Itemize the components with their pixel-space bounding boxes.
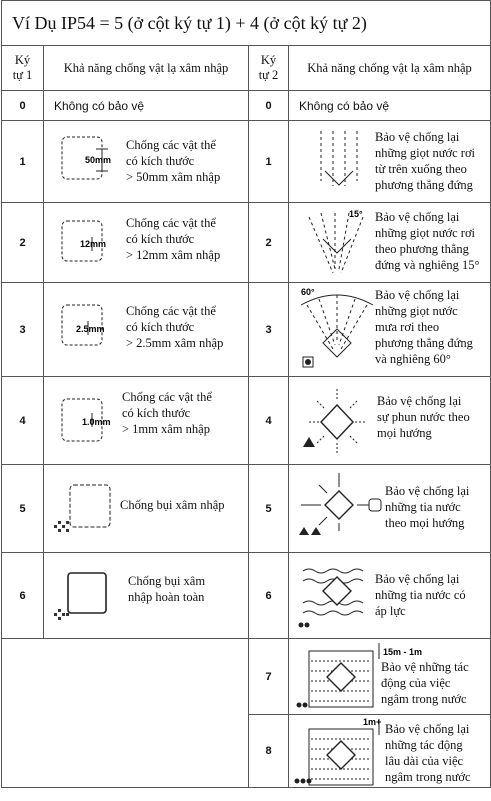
- digit1-3: 3: [2, 283, 44, 377]
- desc2-1: Bảo vệ chống lại những giọt nước rơi từ trên xuống theo phương thẳng đứng: [375, 130, 476, 192]
- desc2-6: Bảo vệ chống lại những tia nước có áp lực: [375, 572, 466, 618]
- cell2-1: [289, 121, 491, 203]
- cell1-4: [44, 377, 249, 465]
- digit2-2: 2: [249, 203, 289, 283]
- cell2-3: [289, 283, 491, 377]
- svg-text:12mm: 12mm: [80, 239, 107, 249]
- empty-cell: [2, 639, 249, 788]
- cell1-1: [44, 121, 249, 203]
- svg-text:60°: 60°: [301, 287, 315, 297]
- cell2-8: [289, 715, 491, 788]
- desc2-4: Bảo vệ chống lại sự phun nước theo mọi hướng: [377, 394, 470, 440]
- digit1-1: 1: [2, 121, 44, 203]
- svg-text:1m+: 1m+: [363, 717, 382, 727]
- digit2-1: 1: [249, 121, 289, 203]
- digit1-5: 5: [2, 465, 44, 553]
- cell1-3: [44, 283, 249, 377]
- desc1-1: Chống các vật thể có kích thước > 50mm xâm nhập: [126, 138, 221, 184]
- desc2-3: Bảo vệ chống lại những giọt nước mưa rơi theo phương thẳng đứng và nghiêng 60°: [375, 288, 473, 366]
- digit2-4: 4: [249, 377, 289, 465]
- desc1-0: Không có bảo vệ: [44, 91, 249, 121]
- desc1-4: Chống các vật thể có kích thước > 1mm xâm nhập: [122, 390, 212, 436]
- header-protection2: Khả năng chống vật lạ xâm nhập: [289, 46, 491, 91]
- desc1-5: Chống bụi xâm nhập: [120, 498, 225, 512]
- svg-text:50mm: 50mm: [85, 155, 112, 165]
- digit1-2: 2: [2, 203, 44, 283]
- digit1-0: 0: [2, 91, 44, 121]
- cell2-7: [289, 639, 491, 715]
- digit2-5: 5: [249, 465, 289, 553]
- svg-text:2.5mm: 2.5mm: [76, 324, 105, 334]
- digit1-6: 6: [2, 553, 44, 639]
- cell1-2: [44, 203, 249, 283]
- digit2-0: 0: [249, 91, 289, 121]
- svg-text:1.0mm: 1.0mm: [82, 417, 111, 427]
- svg-text:15°: 15°: [349, 209, 363, 219]
- cell2-4: [289, 377, 491, 465]
- desc2-8: Bảo vệ chống lại những tác động lâu dài của việc ngâm trong nước: [385, 722, 471, 784]
- svg-text:15m - 1m: 15m - 1m: [383, 647, 423, 657]
- cell1-6: [44, 553, 249, 639]
- header-char1: Ký tự 1: [2, 46, 44, 91]
- desc1-2: Chống các vật thể có kích thước > 12mm xâm nhập: [126, 216, 221, 262]
- desc2-7: Bảo vệ những tác động của việc ngâm trong nước: [381, 660, 469, 706]
- digit2-6: 6: [249, 553, 289, 639]
- digit2-8: 8: [249, 715, 289, 788]
- digit2-7: 7: [249, 639, 289, 715]
- ip-table: [1, 0, 491, 788]
- cell2-2: [289, 203, 491, 283]
- table-title: Ví Dụ IP54 = 5 (ở cột ký tự 1) + 4 (ở cột ký tự 2): [2, 1, 491, 46]
- desc1-3: Chống các vật thể có kích thước > 2.5mm xâm nhập: [126, 304, 224, 350]
- cell2-6: [289, 553, 491, 639]
- desc2-5: Bảo vệ chống lại những tia nước theo mọi hướng: [385, 484, 470, 530]
- header-char2: Ký tự 2: [249, 46, 289, 91]
- header-protection1: Khả năng chống vật lạ xâm nhập: [44, 46, 249, 91]
- desc2-0: Không có bảo vệ: [289, 91, 491, 121]
- desc2-2: Bảo vệ chống lại những giọt nước rơi theo phương thẳng đứng và nghiêng 15°: [375, 210, 480, 272]
- digit2-3: 3: [249, 283, 289, 377]
- cell1-5: [44, 465, 249, 553]
- digit1-4: 4: [2, 377, 44, 465]
- cell2-5: [289, 465, 491, 553]
- desc1-6: Chống bụi xâm nhập hoàn toàn: [128, 574, 206, 604]
